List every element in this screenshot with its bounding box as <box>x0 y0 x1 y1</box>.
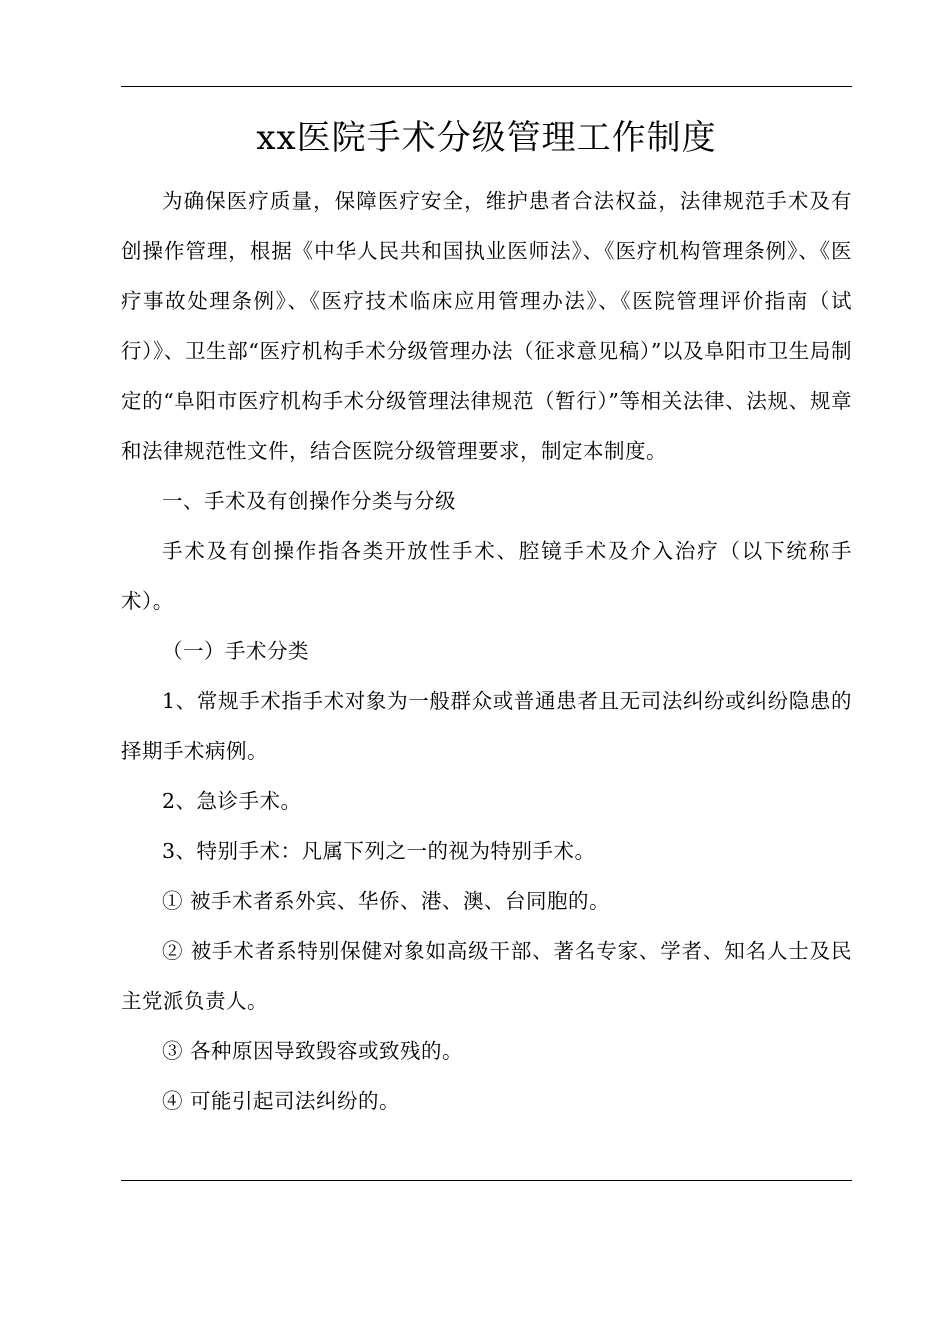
sub-item-1: ① 被手术者系外宾、华侨、港、澳、台同胞的。 <box>162 889 611 913</box>
paragraph-intro: 为确保医疗质量，保障医疗安全，维护患者合法权益，法律规范手术及有创操作管理，根据《中华人民共和国执业医师法》、《医疗机构管理条例》、《医疗事故处理条例》、《医疗技术临床应用管理办法》、《医院管理评价指南（试行）》、卫生部“医疗机构手术分级管理办法（征求意见稿）”以及阜阳市卫生局制定的“阜阳市医疗机构手术分级管理法律规范（暂行）”等相关法律、法规、规章和法律规范性文件，结合医院分级管理要求，制定本制度。 <box>121 189 852 463</box>
sub-item-2: ② 被手术者系特别保健对象如高级干部、著名专家、学者、知名人士及民主党派负责人。 <box>121 939 852 1013</box>
list-item-special-surgery: 3、特别手术：凡属下列之一的视为特别手术。 <box>162 839 596 863</box>
document-body <box>121 176 852 1126</box>
header-rule <box>121 86 852 87</box>
sub-item-4: ④ 可能引起司法纠纷的。 <box>162 1089 401 1113</box>
paragraph-definition: 手术及有创操作指各类开放性手术、腔镜手术及介入治疗（以下统称手术）。 <box>121 539 852 613</box>
list-item-routine-surgery: 1、常规手术指手术对象为一般群众或普通患者且无司法纠纷或纠纷隐患的择期手术病例。 <box>121 689 852 763</box>
subsection-heading-1: （一）手术分类 <box>162 639 309 663</box>
footer-rule <box>121 1180 852 1181</box>
section-heading-1: 一、手术及有创操作分类与分级 <box>162 489 456 513</box>
sub-item-3: ③ 各种原因导致毁容或致残的。 <box>162 1039 464 1063</box>
document-title: xx医院手术分级管理工作制度 <box>256 118 717 158</box>
list-item-emergency-surgery: 2、急诊手术。 <box>162 789 302 813</box>
